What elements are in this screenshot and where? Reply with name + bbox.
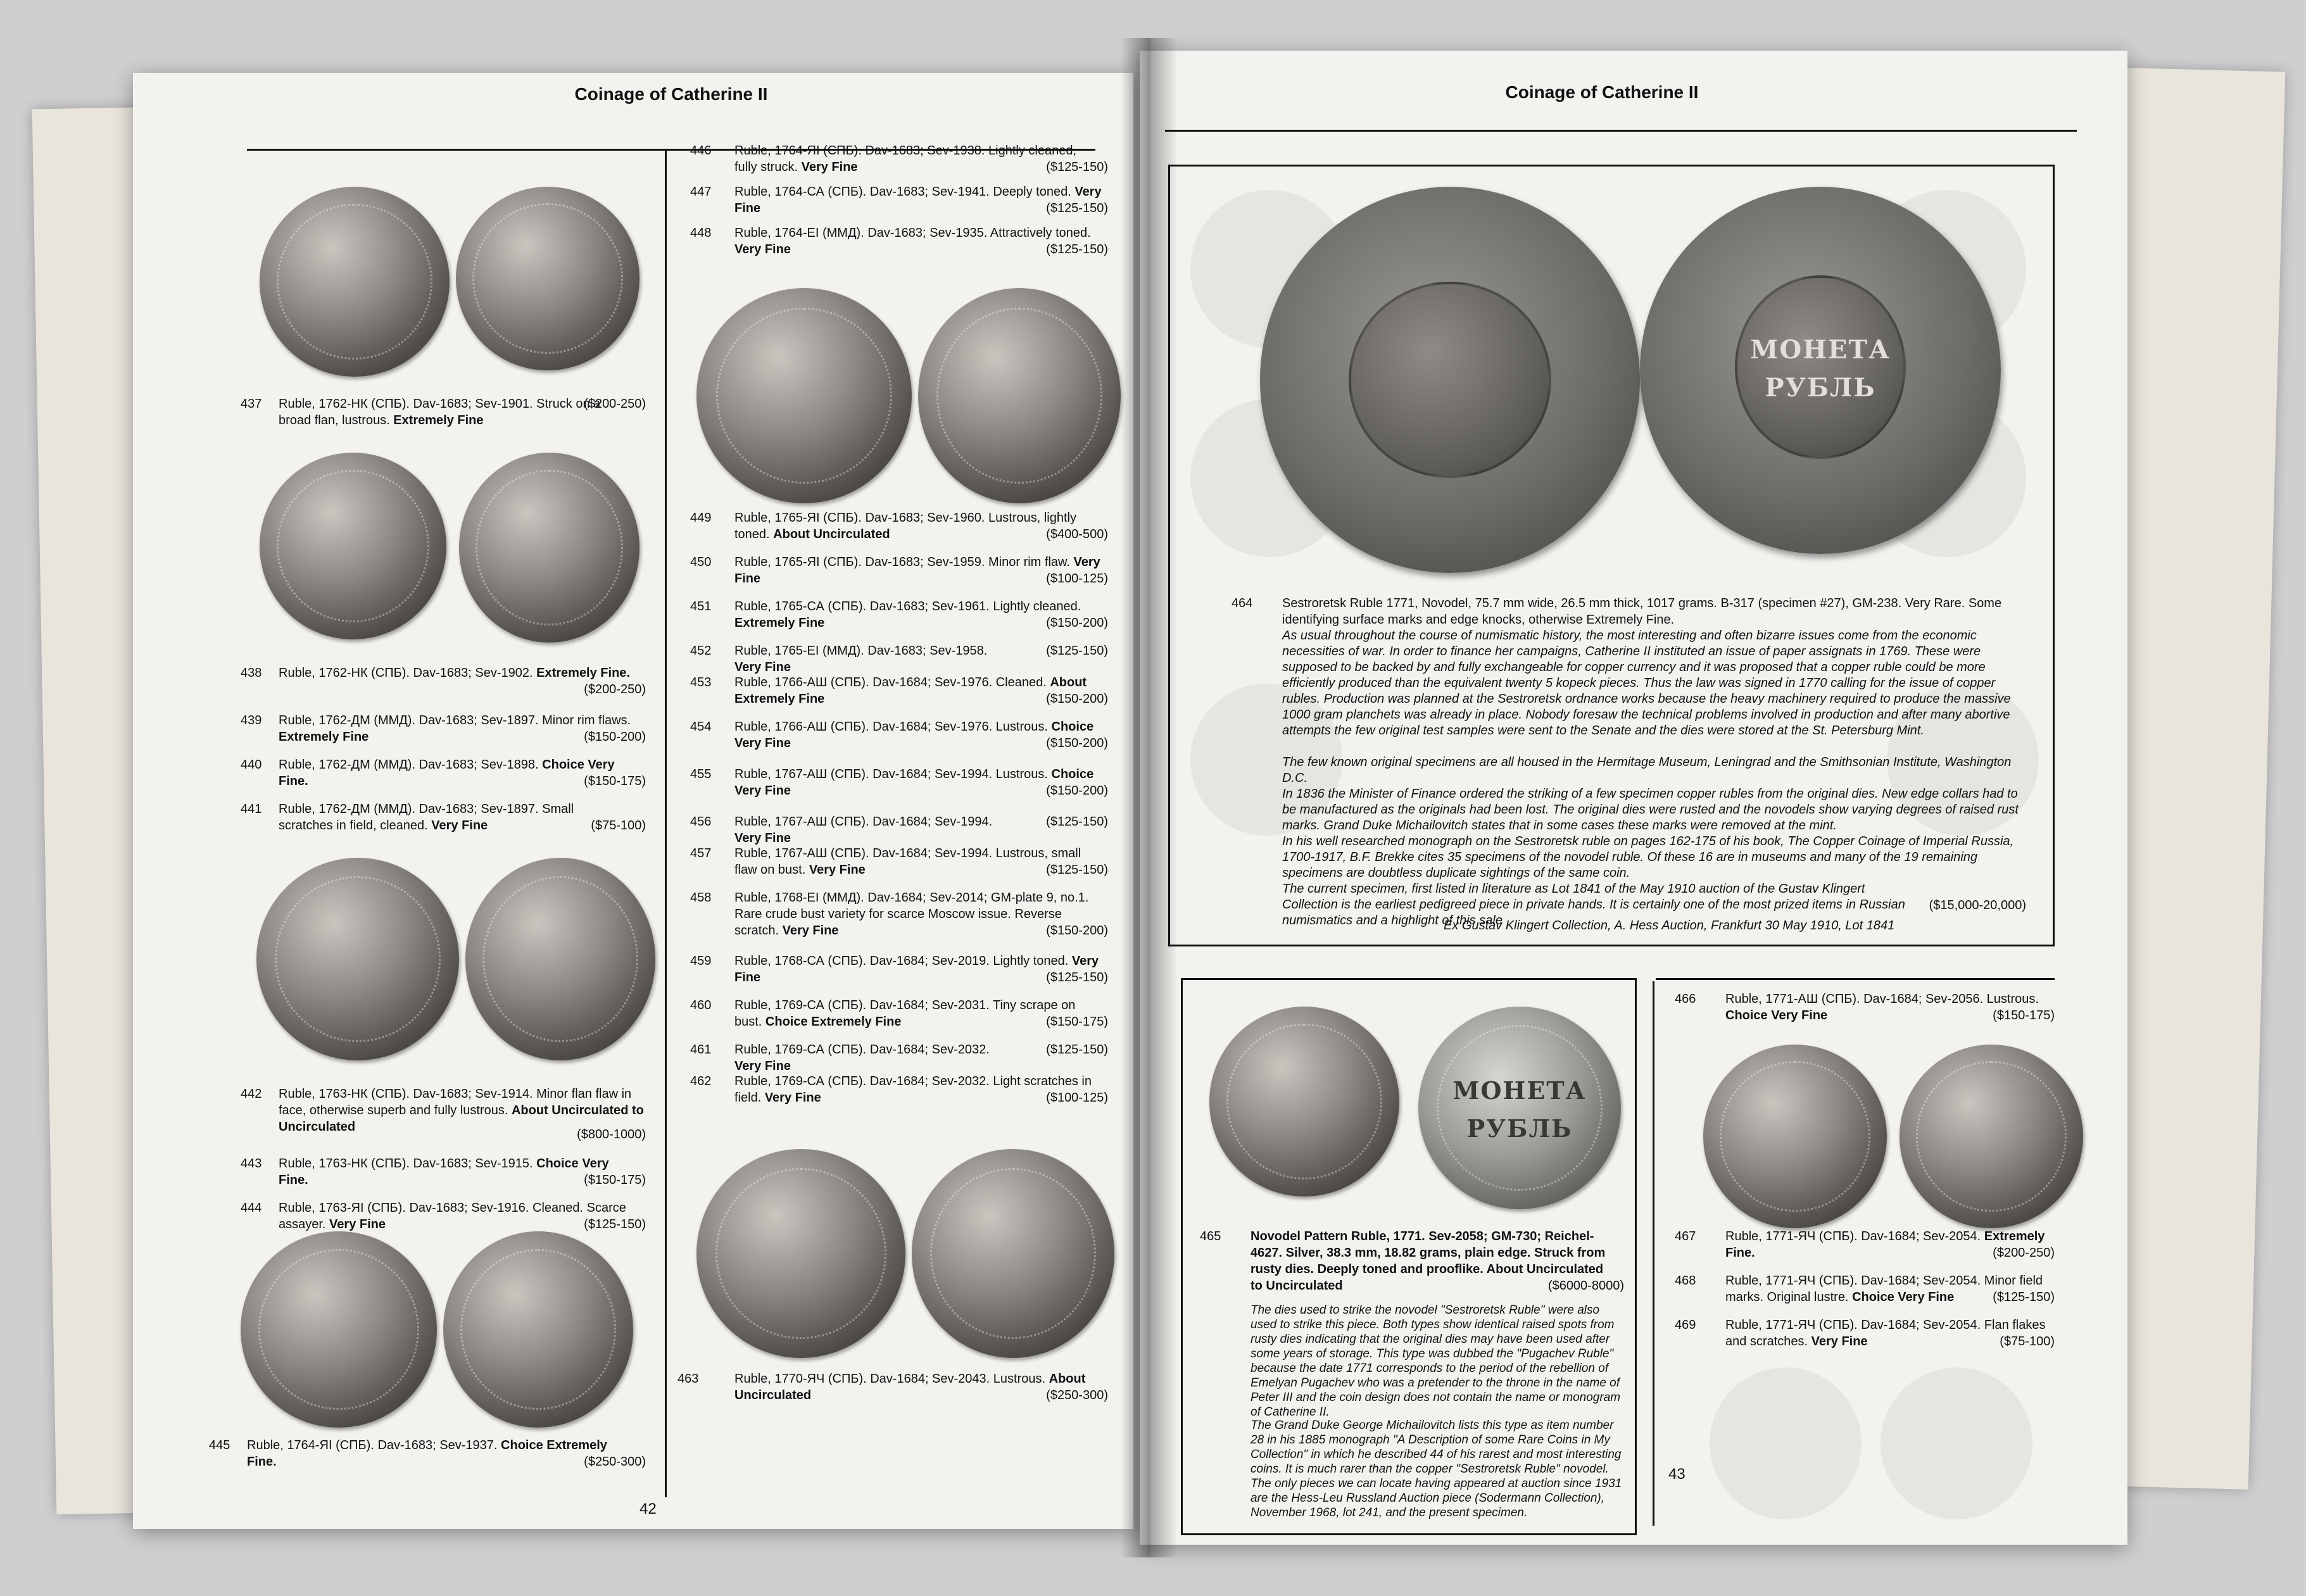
coin-reverse-445 xyxy=(443,1231,633,1428)
lot-453: 453 Ruble, 1766-АШ (СПБ). Dav-1684; Sev-1976. Cleaned. About Extremely Fine ($150-200) xyxy=(690,675,1108,706)
coin-obverse-449 xyxy=(696,288,912,503)
lot-449: 449 Ruble, 1765-ЯI (СПБ). Dav-1683; Sev-1960. Lustrous, lightly toned. About Uncirculated ($400-500) xyxy=(690,511,1108,541)
lot-465-para-2: The Grand Duke George Michailovitch lists this type as item number 28 in his 1885 monograph "A Description of some Rare Coins in My Collection" in which he described 44 of his rarest and most interesting coins. It is much rarer than the copper "Sestroretsk Ruble" novodel. The only pieces we can locate having appeared at auction since 1931 are the Hess-Leu Russland Auction piece (Sodermann Collection), November 1968, lot 241, and the present specimen. xyxy=(1251,1419,1622,1519)
lot-462: 462 Ruble, 1769-СА (СПБ). Dav-1684; Sev-2032. Light scratches in field. Very Fine ($100-125) xyxy=(690,1074,1108,1105)
lot-455: 455 Ruble, 1767-АШ (СПБ). Dav-1684; Sev-1994. Lustrous. Choice Very Fine ($150-200) xyxy=(690,767,1108,798)
lot-438: 438 Ruble, 1762-НК (СПБ). Dav-1683; Sev-1902. Extremely Fine. ($200-250) xyxy=(241,666,646,696)
lot-464-para-1: As usual throughout the course of numismatic history, the most interesting and often bizarre issues come from the economic necessities of war. In order to finance her campaigns, Catherine II instituted an issue of paper assignats in 1769. These were supposed to be backed by and fully exchangeable for copper currency and it was proposed that a copper ruble could be more efficiently produced than the equivalent twenty 5 kopeck pieces. Thus the law was signed in 1770 calling for the issue of copper rubles. Production was planned at the Sestroretsk ordnance works because the heavy machinery required to produce the massive 1000 gram planchets was already in place. Nobody foresaw the technical problems involved in production and after many abortive attempts the few original test samples were sent to the Senate and the dies were stored at the St. Petersburg Mint. xyxy=(1282,629,2011,738)
coin-reverse-464 xyxy=(1640,187,2001,554)
page-number-left: 42 xyxy=(640,1500,657,1517)
coin-obverse-445 xyxy=(241,1231,437,1428)
coin-legend-rubl-464: РУБЛЬ xyxy=(1765,373,1876,403)
coin-obverse-442 xyxy=(256,858,459,1060)
lot-464-para-5: The current specimen, first listed in literature as Lot 1841 of the May 1910 auction of the Gustav Klingert Collection is the earliest pedigreed piece in private hands. It is certainly one of the most prized items in Russian numismatics and a highlight of this sale xyxy=(1282,882,1905,927)
lot-464: 464 Sestroretsk Ruble 1771, Novodel, 75.7 mm wide, 26.5 mm thick, 1017 grams. B-317 (specimen #27), GM-238. Very Rare. Some identifying surface marks and edge knocks, otherwise Extremely Fine. xyxy=(1232,596,2002,627)
coin-obverse-465 xyxy=(1209,1007,1399,1197)
right-page xyxy=(1140,51,2127,1545)
coin-reverse-438 xyxy=(459,453,640,643)
coin-legend-rubl-465: РУБЛЬ xyxy=(1466,1114,1573,1143)
lot-441: 441 Ruble, 1762-ДМ (ММД). Dav-1683; Sev-1897. Small scratches in field, cleaned. Very Fine ($75-100) xyxy=(241,802,646,833)
running-head-right: Coinage of Catherine II xyxy=(1505,82,1699,102)
coin-reverse-465 xyxy=(1418,1007,1621,1209)
page-number-right: 43 xyxy=(1668,1466,1685,1483)
lot-464-price: ($15,000-20,000) xyxy=(1929,898,2026,912)
column-rule-left xyxy=(665,149,667,1497)
lot-447: 447 Ruble, 1764-СА (СПБ). Dav-1683; Sev-1941. Deeply toned. Very Fine ($125-150) xyxy=(690,185,1108,215)
lot-464-para-2: The few known original specimens are all housed in the Hermitage Museum, Leningrad and the Smithsonian Institute, Washington D.C. xyxy=(1282,755,2012,785)
lot-452: 452 Ruble, 1765-ЕI (ММД). Dav-1683; Sev-1958. Very Fine ($125-150) xyxy=(690,644,1108,674)
lot-466: 466 Ruble, 1771-АШ (СПБ). Dav-1684; Sev-2056. Lustrous. Choice Very Fine ($150-175) xyxy=(1675,992,2055,1022)
lot-464-provenance: Ex Gustav Klingert Collection, A. Hess Auction, Frankfurt 30 May 1910, Lot 1841 xyxy=(1444,919,1895,933)
coin-obverse-438 xyxy=(260,453,446,639)
coin-reverse-466 xyxy=(1900,1045,2083,1228)
lot-457: 457 Ruble, 1767-АШ (СПБ). Dav-1684; Sev-1994. Lustrous, small flaw on bust. Very Fine ($125-150) xyxy=(690,846,1108,877)
lot-460: 460 Ruble, 1769-СА (СПБ). Dav-1684; Sev-2031. Tiny scrape on bust. Choice Extremely Fine ($150-175) xyxy=(690,998,1108,1029)
lot-464-para-3: In 1836 the Minister of Finance ordered the striking of a few specimen copper rubles from the original dies. New edge collars had to be manufactured as the originals had been lost. The original dies were rusted and the novodels show varying degrees of raised rust marks. Grand Duke Michailovitch states that in some cases these marks were removed at the mint. xyxy=(1282,787,2019,833)
head-rule-right xyxy=(1165,130,2077,132)
lot-458: 458 Ruble, 1768-ЕI (ММД). Dav-1684; Sev-2014; GM-plate 9, no.1. Rare crude bust variety for scarce Moscow issue. Reverse scratch. Very Fine ($150-200) xyxy=(690,891,1108,938)
lot-456: 456 Ruble, 1767-АШ (СПБ). Dav-1684; Sev-1994. Very Fine ($125-150) xyxy=(690,815,1108,845)
coin-reverse-463 xyxy=(912,1149,1114,1358)
lot-465-para-1: The dies used to strike the novodel "Sestroretsk Ruble" were also used to strike this piece. Both types show identical raised spots from rusty dies indicating that the original dies may have been used after some years of storage. This type was dubbed the "Pugachev Ruble" because the date 1771 corresponds to the period of the rebellion of Emelyan Pugachev who was a pretender to the throne in the name of Peter III and the coin design does not contain the name or monogram of Catherine II. xyxy=(1251,1304,1621,1419)
coin-legend-moneta-465: МОНЕТА xyxy=(1452,1076,1587,1105)
lot-465: 465 Novodel Pattern Ruble, 1771. Sev-2058; GM-730; Reichel-4627. Silver, 38.3 mm, 18.82 grams, plain edge. Struck from rusty dies. Deeply toned and prooflike. About Uncirculated to Uncirculated ($6000-8000) xyxy=(1200,1229,1624,1293)
faint-coin-7 xyxy=(1710,1367,1862,1519)
lot-469: 469 Ruble, 1771-ЯЧ (СПБ). Dav-1684; Sev-2054. Flan flakes and scratches. Very Fine ($75-100) xyxy=(1675,1318,2055,1348)
coin-obverse-463 xyxy=(696,1149,905,1358)
lot-442: 442 Ruble, 1763-НК (СПБ). Dav-1683; Sev-1914. Minor flan flaw in face, otherwise superb and fully lustrous. About Uncirculated to Uncirculated ($800-1000) xyxy=(241,1087,646,1141)
faint-coin-8 xyxy=(1881,1367,2032,1519)
lot-445: 445 Ruble, 1764-ЯI (СПБ). Dav-1683; Sev-1937. Choice Extremely Fine. ($250-300) xyxy=(209,1438,646,1469)
lot-439: 439 Ruble, 1762-ДМ (ММД). Dav-1683; Sev-1897. Minor rim flaws. Extremely Fine ($150-200) xyxy=(241,713,646,744)
running-head-left: Coinage of Catherine II xyxy=(574,84,768,104)
coin-reverse-442 xyxy=(465,858,655,1060)
lot-448: 448 Ruble, 1764-ЕI (ММД). Dav-1683; Sev-1935. Attractively toned. Very Fine ($125-150) xyxy=(690,226,1108,256)
bottom-rule-right xyxy=(1656,978,2055,980)
left-page xyxy=(133,73,1133,1529)
lot-450: 450 Ruble, 1765-ЯI (СПБ). Dav-1683; Sev-1959. Minor rim flaw. Very Fine ($100-125) xyxy=(690,555,1108,586)
coin-obverse-466 xyxy=(1703,1045,1887,1228)
lot-446: 446 Ruble, 1764-ЯI (СПБ). Dav-1683; Sev-1938. Lightly cleaned, fully struck. Very Fine ($125-150) xyxy=(690,144,1108,174)
lot-454: 454 Ruble, 1766-АШ (СПБ). Dav-1684; Sev-1976. Lustrous. Choice Very Fine ($150-200) xyxy=(690,720,1108,750)
coin-reverse-449 xyxy=(918,288,1121,503)
lot-440: 440 Ruble, 1762-ДМ (ММД). Dav-1683; Sev-1898. Choice Very Fine. ($150-175) xyxy=(241,758,646,788)
column-rule-right xyxy=(1653,981,1654,1526)
lot-463: 463 Ruble, 1770-ЯЧ (СПБ). Dav-1684; Sev-2043. Lustrous. About Uncirculated ($250-300) xyxy=(677,1372,1108,1402)
lot-451: 451 Ruble, 1765-СА (СПБ). Dav-1683; Sev-1961. Lightly cleaned. Extremely Fine ($150-200) xyxy=(690,600,1108,630)
lot-461: 461 Ruble, 1769-СА (СПБ). Dav-1684; Sev-2032. Very Fine ($125-150) xyxy=(690,1043,1108,1073)
book-gutter xyxy=(1121,38,1178,1557)
coin-obverse-464 xyxy=(1260,187,1640,573)
coin-legend-moneta-464: МОНЕТА xyxy=(1750,335,1891,365)
lot-464-para-4: In his well researched monograph on the Sestroretsk ruble on pages 162-175 of his book, The Copper Coinage of Imperial Russia, 1700-1917, B.F. Brekke cites 35 specimens of the novodel ruble. Of these 16 are in museums and many of the 19 remaining specimens are doubtless duplicate sightings of the same coin. xyxy=(1282,834,2014,880)
lot-444: 444 Ruble, 1763-ЯI (СПБ). Dav-1683; Sev-1916. Cleaned. Scarce assayer. Very Fine ($125-150) xyxy=(241,1201,646,1231)
lot-467: 467 Ruble, 1771-ЯЧ (СПБ). Dav-1684; Sev-2054. Extremely Fine. ($200-250) xyxy=(1675,1229,2055,1260)
lot-443: 443 Ruble, 1763-НК (СПБ). Dav-1683; Sev-1915. Choice Very Fine. ($150-175) xyxy=(241,1157,646,1187)
coin-obverse-437 xyxy=(260,187,450,377)
lot-459: 459 Ruble, 1768-СА (СПБ). Dav-1684; Sev-2019. Lightly toned. Very Fine ($125-150) xyxy=(690,954,1108,984)
lot-468: 468 Ruble, 1771-ЯЧ (СПБ). Dav-1684; Sev-2054. Minor field marks. Original lustre. Choice Very Fine ($125-150) xyxy=(1675,1274,2055,1304)
coin-reverse-437 xyxy=(456,187,640,370)
lot-437: 437 Ruble, 1762-НК (СПБ). Dav-1683; Sev-1901. Struck on a broad flan, lustrous. Extremely Fine ($200-250) xyxy=(241,397,646,427)
